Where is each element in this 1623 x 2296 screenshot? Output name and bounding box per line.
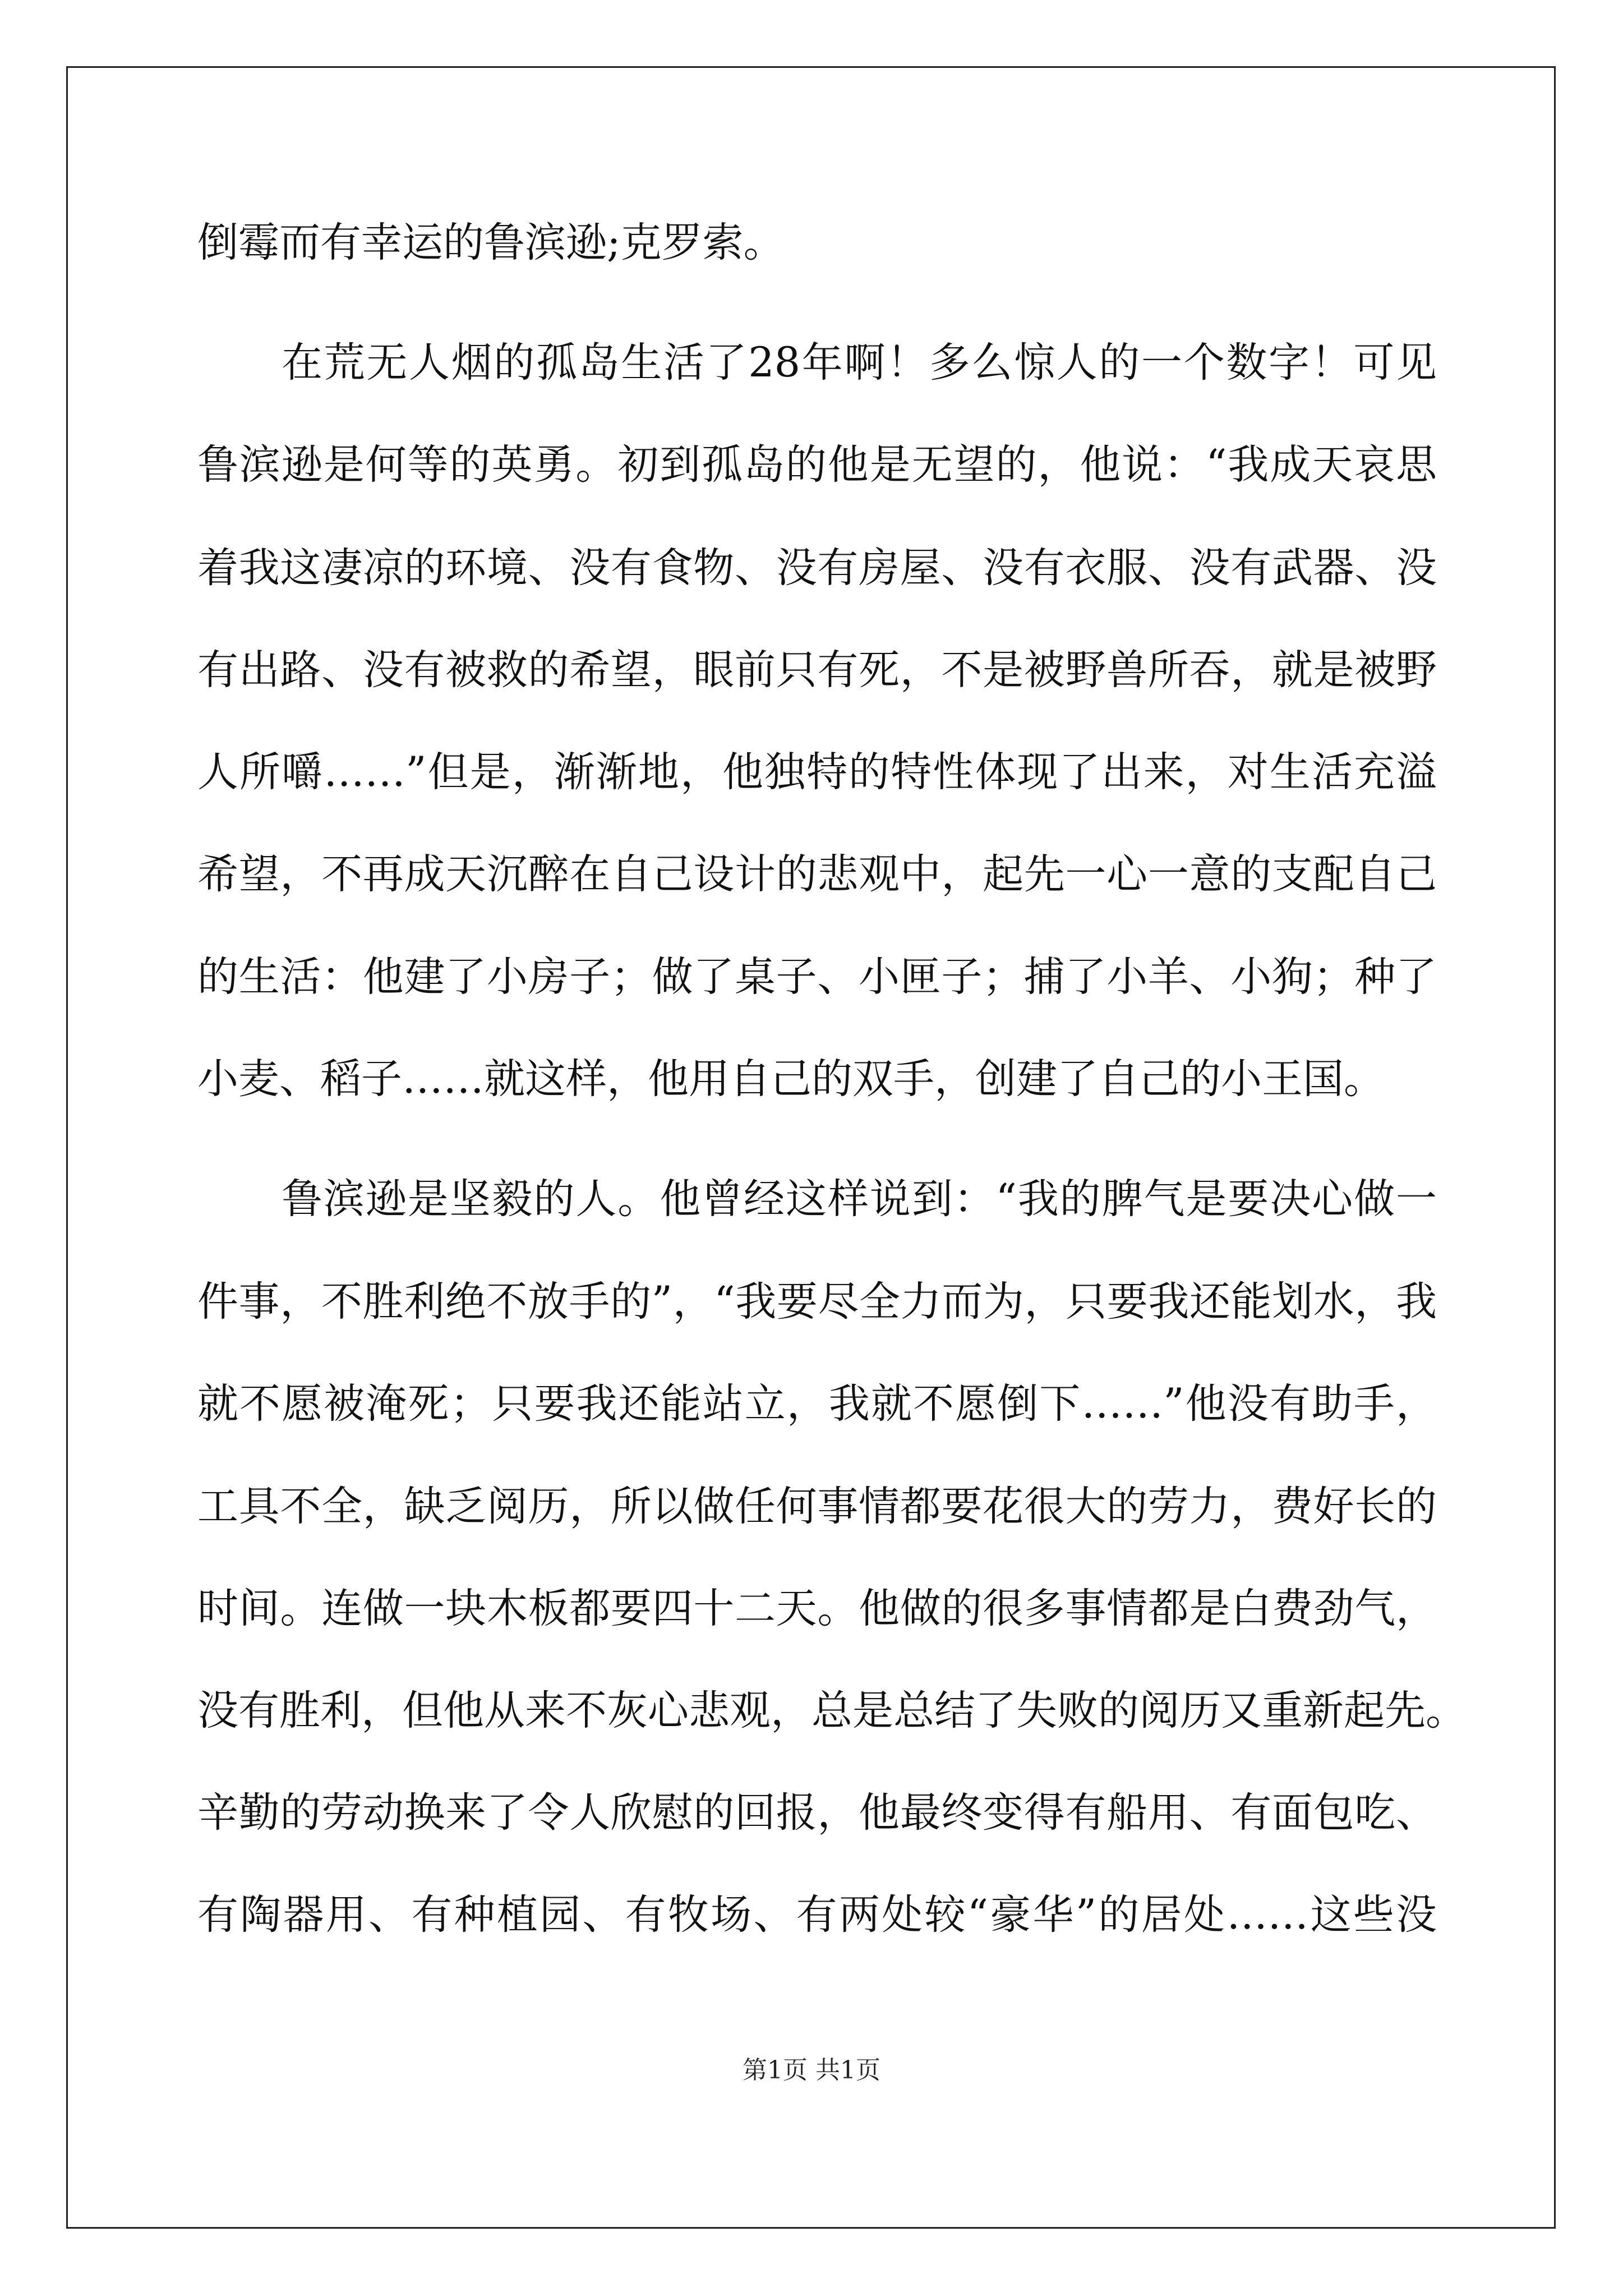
text-line: 有出路、没有被救的希望，眼前只有死，不是被野兽所吞，就是被野: [197, 646, 1437, 694]
paragraph-first-line: 鲁滨逊是坚毅的人。他曾经这样说到：“我的脾气是要决心做一: [282, 1175, 1437, 1223]
text-line: 小麦、稻子……就这样，他用自己的双手，创建了自己的小王国。: [197, 1055, 1385, 1103]
text-line: 有陶器用、有种植园、有牧场、有两处较“豪华”的居处……这些没: [197, 1891, 1437, 1939]
text-line: 的生活：他建了小房子；做了桌子、小匣子；捕了小羊、小狗；种了: [197, 953, 1437, 1001]
text-line: 没有胜利，但他从来不灰心悲观，总是总结了失败的阅历又重新起先。: [197, 1687, 1467, 1734]
text-line: 鲁滨逊是何等的英勇。初到孤岛的他是无望的，他说：“我成天哀思: [197, 441, 1437, 489]
paragraph-first-line: 在荒无人烟的孤岛生活了28年啊！多么惊人的一个数字！可见: [282, 339, 1437, 386]
text-line: 辛勤的劳动换来了令人欣慰的回报，他最终变得有船用、有面包吃、: [197, 1789, 1437, 1837]
text-line: 着我这凄凉的环境、没有食物、没有房屋、没有衣服、没有武器、没: [197, 544, 1437, 592]
text-line: 工具不全，缺乏阅历，所以做任何事情都要花很大的劳力，费好长的: [197, 1483, 1437, 1530]
page-number-footer: 第1页 共1页: [743, 2056, 880, 2085]
text-line: 希望，不再成天沉醉在自己设计的悲观中，起先一心一意的支配自己: [197, 850, 1437, 898]
text-line: 时间。连做一块木板都要四十二天。他做的很多事情都是白费劲气，: [197, 1585, 1437, 1632]
text-line: 人所嚼……”但是，渐渐地，他独特的特性体现了出来，对生活充溢: [197, 748, 1437, 796]
text-line: 倒霉而有幸运的鲁滨逊;克罗索。: [197, 219, 785, 266]
text-line: 件事，不胜利绝不放手的”，“我要尽全力而为，只要我还能划水，我: [197, 1278, 1437, 1326]
text-line: 就不愿被淹死；只要我还能站立，我就不愿倒下……”他没有助手，: [197, 1380, 1437, 1428]
